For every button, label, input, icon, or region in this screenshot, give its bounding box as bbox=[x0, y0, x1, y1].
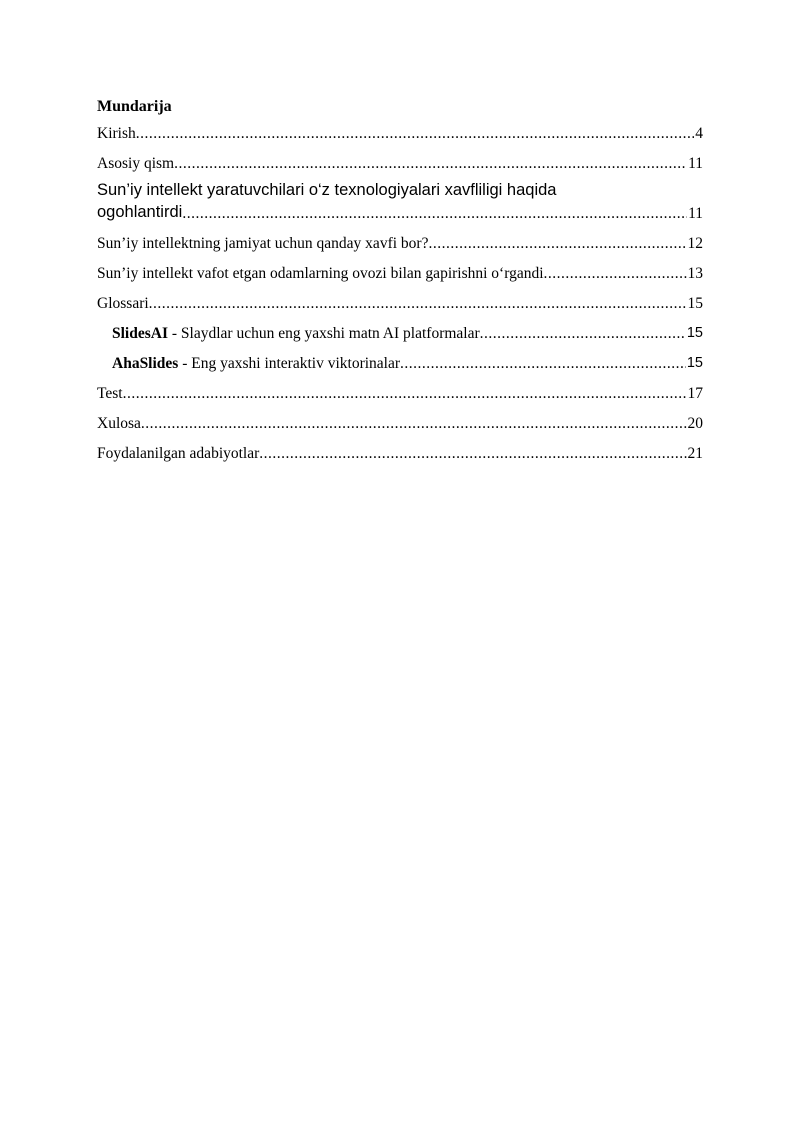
toc-entry-slidesai[interactable] bbox=[97, 321, 703, 343]
toc-entry-rest: - Slaydlar uchun eng yaxshi matn AI platformalar bbox=[168, 325, 480, 342]
toc-entry-label: Glossari bbox=[97, 295, 149, 312]
toc-entry-adabiyotlar[interactable] bbox=[97, 441, 703, 463]
table-of-contents bbox=[97, 97, 703, 463]
toc-entry-ogohlantirdi[interactable] bbox=[97, 179, 703, 223]
toc-dot-leader bbox=[123, 384, 687, 403]
toc-dot-leader bbox=[182, 204, 687, 223]
toc-entry-ovoz[interactable] bbox=[97, 261, 703, 283]
toc-entry-jamiyat-xavfi[interactable] bbox=[97, 231, 703, 253]
toc-entry-bold-name: SlidesAI bbox=[112, 325, 168, 342]
toc-entry-label-line2: ogohlantirdi bbox=[97, 203, 183, 221]
toc-dot-leader bbox=[141, 414, 687, 433]
toc-page-number: 15 bbox=[686, 355, 703, 371]
toc-entry-label-line1: Sun’iy intellekt yaratuvchilari o‘z texnologiyalari xavfliligi haqida bbox=[97, 181, 557, 199]
toc-page-number: 17 bbox=[687, 385, 703, 402]
toc-dot-leader bbox=[400, 354, 686, 373]
toc-dot-leader bbox=[259, 444, 686, 463]
toc-entry-bold-name: AhaSlides bbox=[112, 355, 179, 372]
toc-entry-line2 bbox=[97, 201, 703, 223]
toc-entry-label: Test bbox=[97, 385, 123, 402]
toc-entry-xulosa[interactable] bbox=[97, 411, 703, 433]
toc-title: Mundarija bbox=[97, 98, 172, 115]
toc-entry-label: Xulosa bbox=[97, 415, 141, 432]
toc-page-number: 15 bbox=[687, 295, 703, 312]
toc-entry-asosiy-qism[interactable] bbox=[97, 151, 703, 173]
toc-dot-leader bbox=[544, 264, 687, 283]
toc-page-number: 21 bbox=[687, 445, 703, 462]
toc-entry-rest: - Eng yaxshi interaktiv viktorinalar bbox=[178, 355, 401, 372]
toc-page-number: 13 bbox=[687, 265, 703, 282]
toc-page-number: 4 bbox=[695, 125, 703, 142]
toc-dot-leader bbox=[174, 154, 687, 173]
toc-dot-leader bbox=[480, 324, 686, 343]
toc-dot-leader bbox=[428, 234, 686, 253]
toc-page-number: 20 bbox=[687, 415, 703, 432]
toc-page-number: 15 bbox=[686, 325, 703, 341]
toc-entry-kirish[interactable] bbox=[97, 121, 703, 143]
toc-page-number: 11 bbox=[688, 205, 703, 222]
toc-page-number: 11 bbox=[688, 155, 703, 172]
toc-entry-label: Sun’iy intellektning jamiyat uchun qanday xavfi bor? bbox=[97, 235, 429, 252]
toc-entry-label bbox=[112, 354, 400, 373]
toc-entry-label: Kirish bbox=[97, 125, 136, 142]
toc-dot-leader bbox=[136, 124, 695, 143]
toc-entry-ahaslides[interactable] bbox=[97, 351, 703, 373]
toc-page-number: 12 bbox=[687, 235, 703, 252]
toc-entry-label bbox=[112, 324, 480, 343]
toc-entry-label: Foydalanilgan adabiyotlar bbox=[97, 445, 260, 462]
toc-dot-leader bbox=[149, 294, 687, 313]
toc-entry-label: Asosiy qism bbox=[97, 155, 175, 172]
toc-entry-label: Sun’iy intellekt vafot etgan odamlarning ovozi bilan gapirishni o‘rgandi bbox=[97, 265, 544, 282]
toc-entry-test[interactable] bbox=[97, 381, 703, 403]
toc-entry-glossari[interactable] bbox=[97, 291, 703, 313]
